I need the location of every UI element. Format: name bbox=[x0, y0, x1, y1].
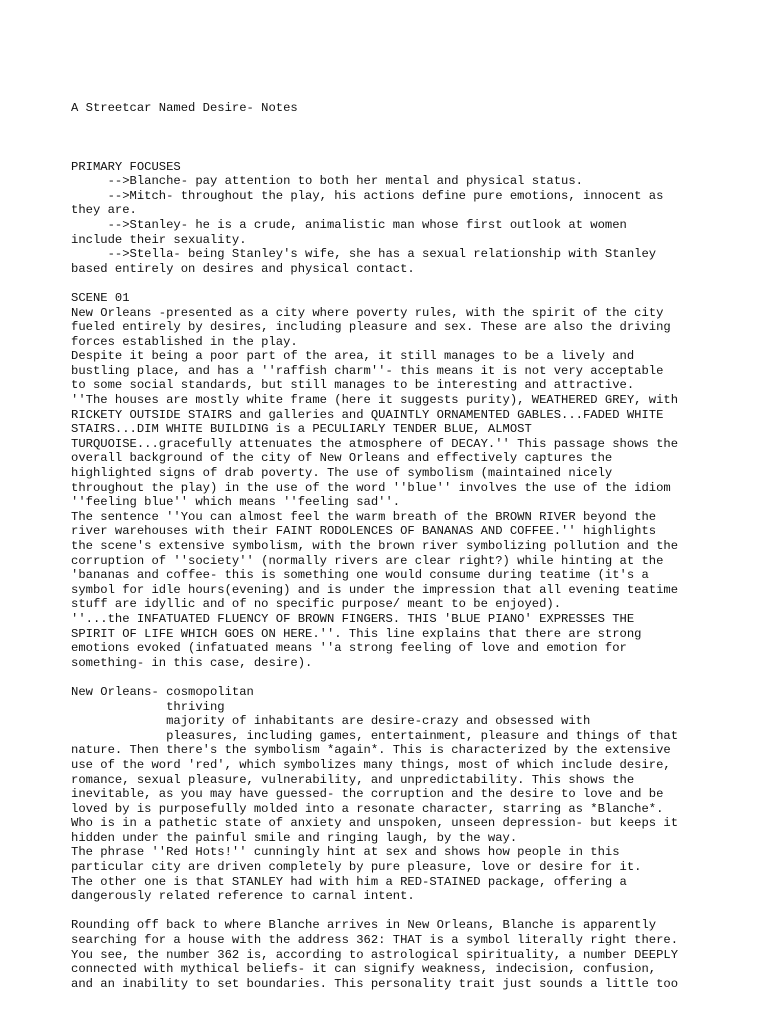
document-line: -->Blanche- pay attention to both her mental and physical status. bbox=[71, 174, 583, 189]
document-line: loved by is purposefully molded into a resonate character, starring as *Blanche*. bbox=[71, 801, 664, 816]
document-line: 'bananas and coffee- this is something one would consume during teatime (it's a bbox=[71, 568, 649, 583]
document-line: pleasures, including games, entertainment, pleasure and things of that bbox=[71, 728, 679, 743]
document-line: The phrase ''Red Hots!'' cunningly hint at sex and shows how people in this bbox=[71, 845, 620, 860]
document-line: dangerously related reference to carnal intent. bbox=[71, 889, 415, 904]
document-line: overall background of the city of New Orleans and effectively captures the bbox=[71, 451, 613, 466]
document-line: they are. bbox=[71, 203, 137, 218]
document-line: The other one is that STANLEY had with him a RED-STAINED package, offering a bbox=[71, 874, 627, 889]
document-line: to some social standards, but still manages to be interesting and attractive. bbox=[71, 378, 635, 393]
document-line: New Orleans -presented as a city where poverty rules, with the spirit of the city bbox=[71, 305, 664, 320]
document-line: -->Stella- being Stanley's wife, she has a sexual relationship with Stanley bbox=[71, 247, 657, 262]
document-line: nature. Then there's the symbolism *again*. This is characterized by the extensive bbox=[71, 743, 671, 758]
document-line: Who is in a pathetic state of anxiety and unspoken, unseen depression- but keeps it bbox=[71, 816, 679, 831]
document-line: include their sexuality. bbox=[71, 232, 247, 247]
document-line bbox=[71, 904, 711, 919]
document-line: hidden under the painful smile and ringing laugh, by the way. bbox=[71, 830, 518, 845]
document-line: throughout the play) in the use of the word ''blue'' involves the use of the idiom bbox=[71, 480, 671, 495]
document-line: bustling place, and has a ''raffish charm''- this means it is not very acceptable bbox=[71, 363, 664, 378]
document-line: stuff are idyllic and of no specific purpose/ meant to be enjoyed). bbox=[71, 597, 562, 612]
document-line: something- in this case, desire). bbox=[71, 655, 313, 670]
document-line: ''The houses are mostly white frame (here it suggests purity), WEATHERED GREY, with bbox=[71, 393, 679, 408]
document-line: ''...the INFATUATED FLUENCY OF BROWN FINGERS. THIS 'BLUE PIANO' EXPRESSES THE bbox=[71, 611, 635, 626]
document-line: corruption of ''society'' (normally rivers are clear right?) while hinting at the bbox=[71, 553, 664, 568]
document-line: New Orleans- cosmopolitan bbox=[71, 684, 254, 699]
document-line: forces established in the play. bbox=[71, 334, 298, 349]
document-line: emotions evoked (infatuated means ''a strong feeling of love and emotion for bbox=[71, 641, 627, 656]
document-line bbox=[71, 145, 711, 160]
document-line: majority of inhabitants are desire-crazy and obsessed with bbox=[71, 714, 591, 729]
document-line: STAIRS...DIM WHITE BUILDING is a PECULIARLY TENDER BLUE, ALMOST bbox=[71, 422, 532, 437]
document-line bbox=[71, 276, 711, 291]
document-line: Rounding off back to where Blanche arrives in New Orleans, Blanche is apparently bbox=[71, 918, 657, 933]
document-line: -->Stanley- he is a crude, animalistic man whose first outlook at women bbox=[71, 217, 627, 232]
document-line: symbol for idle hours(evening) and is under the impression that all evening teatime bbox=[71, 582, 679, 597]
document-line bbox=[71, 670, 711, 685]
document-line: romance, sexual pleasure, vulnerability, and unpredictability. This shows the bbox=[71, 772, 635, 787]
document-line: ''feeling blue'' which means ''feeling sad''. bbox=[71, 495, 401, 510]
document-line: and an inability to set boundaries. This personality trait just sounds a little too bbox=[71, 976, 679, 991]
document-line: particular city are driven completely by pure pleasure, love or desire for it. bbox=[71, 860, 642, 875]
document-line: Despite it being a poor part of the area, it still manages to be a lively and bbox=[71, 349, 635, 364]
document-line: the scene's extensive symbolism, with the brown river symbolizing pollution and the bbox=[71, 539, 679, 553]
document-line: use of the word 'red', which symbolizes many things, most of which include desire, bbox=[71, 757, 671, 772]
document-line: -->Mitch- throughout the play, his actions define pure emotions, innocent as bbox=[71, 188, 664, 203]
document-line: based entirely on desires and physical contact. bbox=[71, 261, 415, 276]
document-line: The sentence ''You can almost feel the warm breath of the BROWN RIVER beyond the bbox=[71, 509, 657, 524]
document-line: fueled entirely by desires, including pleasure and sex. These are also the driving bbox=[71, 320, 671, 335]
document-line: thriving bbox=[71, 699, 225, 714]
document-line: PRIMARY FOCUSES bbox=[71, 159, 181, 174]
document-line: river warehouses with their FAINT RODOLENCES OF BANANAS AND COFFEE.'' highlights bbox=[71, 524, 657, 539]
document-body bbox=[71, 72, 711, 991]
document-line: You see, the number 362 is, according to astrological spirituality, a number DEEPLY bbox=[71, 947, 679, 962]
document-line: RICKETY OUTSIDE STAIRS and galleries and QUAINTLY ORNAMENTED GABLES...FADED WHITE bbox=[71, 407, 664, 422]
document-line: connected with mythical beliefs- it can signify weakness, indecision, confusion, bbox=[71, 962, 657, 977]
document-line: SCENE 01 bbox=[71, 290, 130, 305]
document-line: SPIRIT OF LIFE WHICH GOES ON HERE.''. This line explains that there are strong bbox=[71, 626, 642, 641]
document-line: inevitable, as you may have guessed- the corruption and the desire to love and be bbox=[71, 787, 664, 802]
document-title: A Streetcar Named Desire- Notes bbox=[71, 101, 298, 116]
document-line: highlighted signs of drab poverty. The use of symbolism (maintained nicely bbox=[71, 466, 613, 481]
document-line: TURQUOISE...gracefully attenuates the atmosphere of DECAY.'' This passage shows the bbox=[71, 436, 679, 451]
document-line: searching for a house with the address 362: THAT is a symbol literally right there. bbox=[71, 933, 679, 948]
